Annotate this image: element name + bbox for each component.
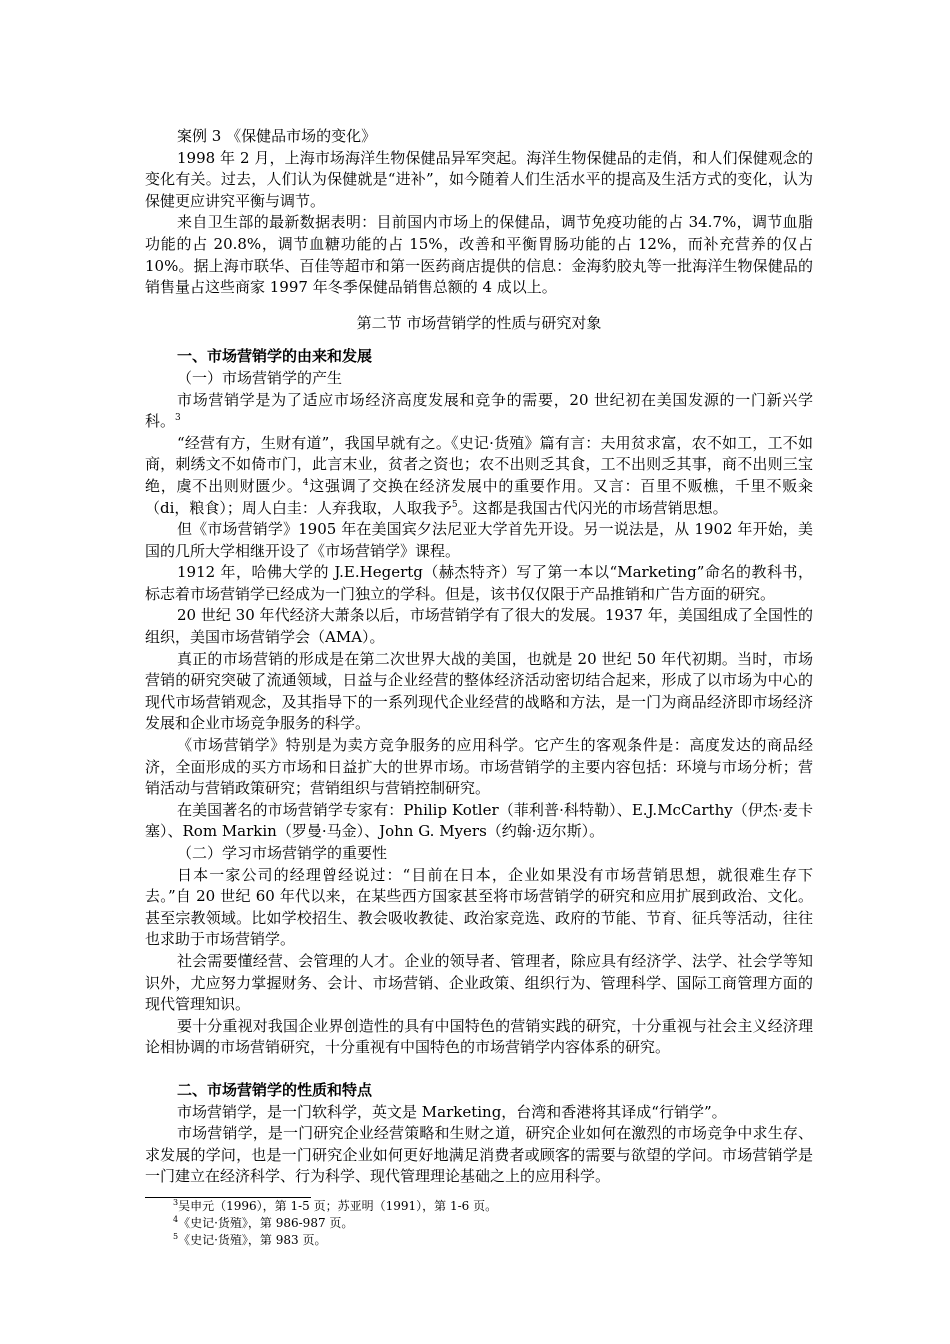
case-title: 案例 3 《保健品市场的变化》 bbox=[177, 127, 377, 145]
footnote-text: 《史记·货殖》，第 983 页。 bbox=[178, 1232, 327, 1247]
part1-paragraph-7: 《市场营销学》特别是为卖方竞争服务的应用科学。它产生的客观条件是：高度发达的商品经济，全面形成的买方市场和日益扩大的世界市场。市场营销学的主要内容包括：环境与市场分析；营销活动与营销政策研究；营销组织与营销控制研究。 bbox=[145, 736, 813, 798]
part1-paragraph-3: 但《市场营销学》1905 年在美国宾夕法尼亚大学首先开设。另一说法是，从 1902 年开始，美国的几所大学相继开设了《市场营销学》课程。 bbox=[145, 520, 813, 560]
footnote-text: 《史记·货殖》，第 986-987 页。 bbox=[178, 1215, 354, 1230]
section-title: 第二节 市场营销学的性质与研究对象 bbox=[356, 313, 602, 332]
footnote-4 bbox=[145, 1215, 813, 1232]
part2-heading: 二、市场营销学的性质和特点 bbox=[177, 1080, 373, 1099]
part1-paragraph-4: 1912 年，哈佛大学的 J.E.Hegertg（赫杰特齐）写了第一本以“Marketing”命名的教科书，标志着市场营销学已经成为一门独立的学科。但是，该书仅仅限于产品推销和广告方面的研究。 bbox=[145, 563, 813, 603]
part1-paragraph-5: 20 世纪 30 年代经济大萧条以后，市场营销学有了很大的发展。1937 年，美国组成了全国性的组织，美国市场营销学会（AMA）。 bbox=[145, 606, 813, 647]
part1-paragraph-9: 日本一家公司的经理曾经说过：“目前在日本，企业如果没有市场营销思想，就很难生存下去。”自 20 世纪 60 年代以来，在某些西方国家甚至将市场营销学的研究和应用扩展到政治、文化。甚至宗教领域。比如学校招生、教会吸收教徒、政治家竞选、政府的节能、节育、征兵等活动，往往也求助于市场营销学。 bbox=[145, 865, 813, 949]
part1-paragraph-8: 在美国著名的市场营销学专家有：Philip Kotler（菲利普·科特勒）、E.J.McCarthy（伊杰·麦卡塞）、Rom Markin（罗曼·马金）、John G. Myers（约翰·迈尔斯）。 bbox=[145, 800, 813, 841]
footnote-3 bbox=[145, 1198, 813, 1215]
part1-paragraph-1 bbox=[145, 390, 813, 433]
footnote-ref-4: 4 bbox=[302, 477, 309, 488]
footnote-text: 吴申元（1996），第 1-5 页；苏亚明（1991），第 1-6 页。 bbox=[178, 1198, 498, 1213]
part1-subheading-1: （一）市场营销学的产生 bbox=[177, 368, 343, 387]
footnote-ref-5: 5 bbox=[451, 499, 458, 510]
part1-heading: 一、市场营销学的由来和发展 bbox=[177, 347, 373, 366]
footnote-number: 3 bbox=[173, 1197, 179, 1207]
part1-paragraph-10: 社会需要懂经营、会管理的人才。企业的领导者、管理者，除应具有经济学、法学、社会学等知识外，尤应努力掌握财务、会计、市场营销、企业政策、组织行为、管理科学、国际工商管理方面的现代管理知识。 bbox=[145, 951, 813, 1014]
document-page bbox=[145, 126, 813, 1248]
footnote-number: 5 bbox=[173, 1231, 179, 1241]
case-paragraph-2: 来自卫生部的最新数据表明：目前国内市场上的保健品，调节免疫功能的占 34.7%，调节血脂功能的占 20.8%，调节血糖功能的占 15%，改善和平衡胃肠功能的占 12%，而补充营养的仅占 10%。据上海市联华、百佳等超市和第一医药商店提供的信息：金海豹胶丸等一批海洋生物保健品的销售量占这些商家 1997 年冬季保健品销售总额的 4 成以上。 bbox=[145, 213, 813, 297]
paragraph-text: 这强调了交换在经济发展中的重要作用。又言：百里不贩樵，千里不贩籴（di，粮食）；周人白圭：人弃我取，人取我予 bbox=[145, 476, 813, 517]
case-paragraph-1: 1998 年 2 月，上海市场海洋生物保健品异军突起。海洋生物保健品的走俏，和人们保健观念的变化有关。过去，人们认为保健就是“进补”，如今随着人们生活水平的提高及生活方式的变化，认为保健更应讲究平衡与调节。 bbox=[145, 148, 813, 210]
part1-paragraph-11: 要十分重视对我国企业界创造性的具有中国特色的营销实践的研究，十分重视与社会主义经济理论相协调的市场营销研究，十分重视有中国特色的市场营销学内容体系的研究。 bbox=[145, 1016, 813, 1057]
part1-paragraph-6: 真正的市场营销的形成是在第二次世界大战的美国，也就是 20 世纪 50 年代初期。当时，市场营销的研究突破了流通领域，日益与企业经营的整体经济活动密切结合起来，形成了以市场为中心的现代市场营销观念，及其指导下的一系列现代企业经营的战略和方法，是一门为商品经济即市场经济发展和企业市场竞争服务的科学。 bbox=[145, 649, 813, 733]
paragraph-text: 市场营销学是为了适应市场经济高度发展和竞争的需要，20 世纪初在美国发源的一门新兴学科。 bbox=[145, 390, 813, 431]
part1-subheading-2: （二）学习市场营销学的重要性 bbox=[177, 844, 388, 862]
footnote-number: 4 bbox=[173, 1214, 179, 1224]
paragraph-text: 。这都是我国古代闪光的市场营销思想。 bbox=[457, 498, 728, 517]
part2-paragraph-1: 市场营销学，是一门软科学，英文是 Marketing，台湾和香港将其译成“行销学”。 bbox=[177, 1102, 727, 1121]
part1-paragraph-2 bbox=[145, 433, 813, 519]
footnote-5 bbox=[145, 1232, 813, 1249]
footnote-ref-3: 3 bbox=[175, 413, 181, 424]
paragraph-text: “经营有方，生财有道”，我国早就有之。《史记·货殖》篇有言：夫用贫求富，农不如工，工不如商，刺绣文不如倚市门，此言末业，贫者之资也；农不出则乏其食，工不出则乏其事，商不出则三宝绝，虞不出则财匮少。 bbox=[145, 433, 813, 495]
part2-paragraph-2: 市场营销学，是一门研究企业经营策略和生财之道，研究企业如何在激烈的市场竞争中求生存、求发展的学问，也是一门研究企业如何更好地满足消费者或顾客的需要与欲望的学问。市场营销学是一门建立在经济科学、行为科学、现代管理理论基础之上的应用科学。 bbox=[145, 1124, 813, 1186]
